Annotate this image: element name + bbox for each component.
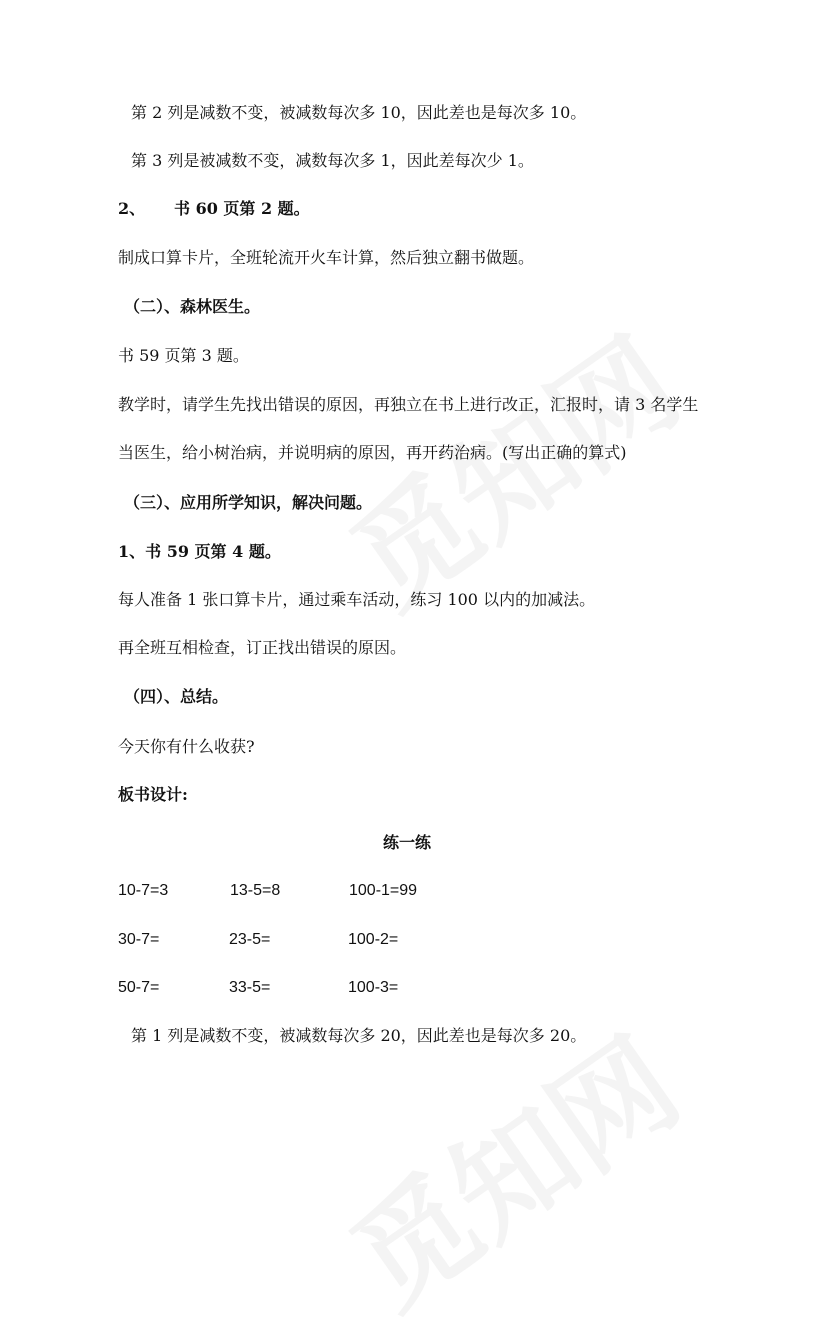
- board-cell: 10-7=3: [118, 882, 169, 899]
- paragraph-teaching-1: 教学时，请学生先找出错误的原因，再独立在书上进行改正，汇报时，请 3 名学生: [118, 395, 699, 414]
- board-cell: 30-7=: [118, 931, 160, 948]
- watermark-logo: [313, 292, 707, 639]
- paragraph-column-3: 第 3 列是被减数不变，减数每次多 1，因此差每次少 1。: [131, 151, 534, 170]
- board-cell: 100-3=: [348, 979, 399, 996]
- paragraph-check: 再全班互相检查，订正找出错误的原因。: [118, 638, 407, 657]
- paragraph-harvest-question: 今天你有什么收获?: [118, 737, 255, 756]
- heading-item-2-number: 2、: [118, 199, 146, 218]
- heading-item-2: 书 60 页第 2 题。: [174, 199, 310, 218]
- board-cell: 50-7=: [118, 979, 160, 996]
- section-heading-forest-doctor: （二）、森林医生。: [124, 297, 261, 316]
- paragraph-book-59-3: 书 59 页第 3 题。: [118, 346, 249, 365]
- board-cell: 33-5=: [229, 979, 271, 996]
- board-cell: 13-5=8: [230, 882, 281, 899]
- paragraph-column-1: 第 1 列是减数不变，被减数每次多 20，因此差也是每次多 20。: [131, 1026, 587, 1045]
- paragraph-cards-activity: 每人准备 1 张口算卡片，通过乘车活动，练习 100 以内的加减法。: [118, 590, 596, 609]
- board-cell: 100-1=99: [349, 882, 418, 899]
- paragraph-column-2: 第 2 列是减数不变，被减数每次多 10，因此差也是每次多 10。: [131, 103, 587, 122]
- paragraph-teaching-2: 当医生，给小树治病，并说明病的原因，再开药治病。(写出正确的算式): [118, 443, 627, 462]
- section-heading-apply-knowledge: （三）、应用所学知识，解决问题。: [124, 493, 373, 512]
- paragraph-oral-cards: 制成口算卡片，全班轮流开火车计算，然后独立翻书做题。: [118, 248, 535, 267]
- heading-item-1: 1、书 59 页第 4 题。: [118, 542, 281, 561]
- board-cell: 23-5=: [229, 931, 271, 948]
- board-title: 练一练: [383, 833, 432, 852]
- heading-board-design: 板书设计:: [118, 785, 188, 804]
- section-heading-summary: （四）、总结。: [124, 687, 229, 706]
- board-cell: 100-2=: [348, 931, 399, 948]
